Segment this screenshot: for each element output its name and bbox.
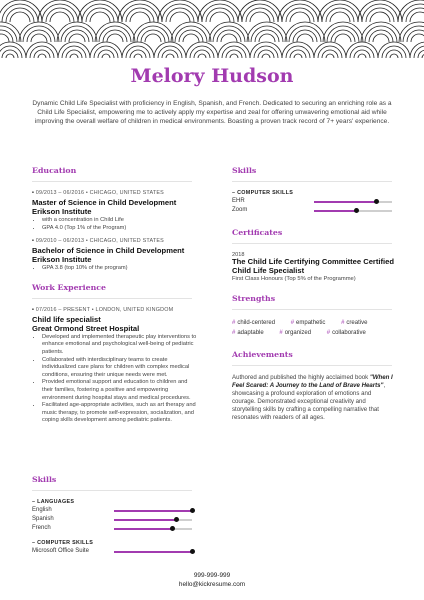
book-title: "When I Feel Scared: A Journey to the Land of Brave Hearts"	[232, 373, 393, 389]
phone-number: 999-999-999	[193, 572, 231, 579]
skill-row	[32, 507, 202, 516]
entry-bullets	[32, 217, 200, 232]
list-item: • Developed and implemented therapeutic play interventions to enhance emotional and psychological well-being of pediatric patients.	[42, 334, 200, 357]
skills-heading: Skills	[232, 166, 392, 182]
certificate-description: First Class Honours (Top 5% of the Programme)	[232, 275, 356, 282]
skill-label: Spanish	[32, 516, 54, 522]
education-entry	[32, 238, 200, 273]
skill-level-bar	[114, 519, 192, 521]
entry-meta: • 09/2010 – 06/2013 • CHICAGO, UNITED STATES	[32, 238, 164, 245]
skills-heading: Skills	[32, 475, 192, 491]
employer-name: Great Ormond Street Hospital	[32, 323, 140, 333]
list-item: • Facilitated age-appropriate activities, such as art therapy and music therapy, to promote self-expression, socialization, and coping skills development among pediatric patients.	[42, 402, 200, 425]
school-name: Erikson Institute	[32, 255, 92, 265]
strength-tag: # empathetic	[290, 319, 326, 326]
education-entry	[32, 190, 200, 232]
skill-label: EHR	[232, 198, 245, 204]
contact-footer	[0, 571, 424, 589]
experience-entry	[32, 307, 200, 425]
strength-tag: # creative	[341, 319, 368, 326]
languages-subheading: – LANGUAGES	[32, 499, 75, 505]
strength-tag: # child-centered	[232, 319, 276, 326]
skill-label: French	[32, 525, 51, 531]
skill-level-bar	[114, 528, 192, 530]
strength-tag: # adaptable	[232, 329, 264, 336]
education-heading: Education	[32, 166, 192, 182]
decorative-header-pattern	[0, 0, 424, 64]
skills-section-left	[32, 475, 202, 557]
skill-row	[232, 207, 394, 216]
right-column	[232, 166, 394, 422]
strength-tag: # organized	[279, 329, 312, 336]
email-address: hello@kickresume.com	[178, 581, 246, 588]
certificate-name: The Child Life Certifying Committee Certified Child Life Specialist	[232, 257, 395, 275]
left-column	[32, 166, 200, 431]
skill-label: Zoom	[232, 207, 248, 213]
list-item: • GPA 4.0 (Top 1% of the Program)	[42, 225, 200, 233]
achievement-text: Authored and published the highly acclaimed book "When I Feel Scared: A Journey to the Land of Brave Hearts", showcasing a profound exploration of emotions and courage. Demonstrated exceptional creativity and storytelling skills by crafting a compelling narrative that resonates with readers of all ages.	[232, 373, 393, 422]
skill-row	[232, 198, 394, 207]
strengths-heading: Strengths	[232, 294, 392, 310]
skill-label: Microsoft Office Suite	[32, 548, 89, 554]
certificates-heading: Certificates	[232, 228, 392, 244]
entry-meta: • 09/2013 – 06/2016 • CHICAGO, UNITED STATES	[32, 190, 164, 196]
skill-level-bar	[114, 551, 192, 553]
computer-skills-subheading: – COMPUTER SKILLS	[32, 540, 94, 546]
experience-heading: Work Experience	[32, 283, 192, 299]
degree-title: Bachelor of Science in Child Development	[32, 246, 185, 256]
skill-level-bar	[314, 201, 392, 203]
list-item: • Provided emotional support and education to children and their families, fostering a positive and empowering environment during hospital stays and medical procedures.	[42, 379, 200, 402]
strength-tag: # collaborative	[326, 329, 366, 336]
skill-level-bar	[114, 510, 192, 512]
skill-label: English	[32, 507, 52, 513]
profile-summary: Dynamic Child Life Specialist with proficiency in English, Spanish, and French. Dedicated to securing an enriching role as a Child Life Specialist, empowering me to actively apply my expertise and zeal for offering unwavering emotional aid while improving the overall welfare of children in medical environments. Boasting a proven track record of 7+ years' experience.	[32, 100, 392, 125]
entry-bullets	[32, 334, 200, 425]
entry-bullets	[32, 265, 200, 273]
certificate-year: 2018	[232, 252, 245, 258]
skill-row	[32, 516, 202, 525]
school-name: Erikson Institute	[32, 207, 92, 216]
skill-row	[32, 525, 202, 534]
list-item: • GPA 3.8 (top 10% of the program)	[42, 265, 200, 273]
entry-meta: • 07/2016 – PRESENT • LONDON, UNITED KINGDOM	[32, 306, 174, 313]
list-item: • with a concentration in Child Life	[42, 217, 200, 225]
strengths-list	[232, 318, 394, 338]
skill-level-bar	[314, 210, 392, 212]
achievements-heading: Achievements	[232, 350, 392, 366]
job-title: Child life specialist	[32, 314, 101, 324]
computer-skills-subheading: – COMPUTER SKILLS	[232, 190, 294, 196]
skill-row	[32, 548, 202, 557]
degree-title: Master of Science in Child Development	[32, 198, 177, 207]
candidate-name: Melory Hudson	[130, 65, 294, 87]
list-item: • Collaborated with interdisciplinary teams to create individualized care plans for children with complex medical conditions, ensuring their unique needs were met.	[42, 357, 200, 380]
